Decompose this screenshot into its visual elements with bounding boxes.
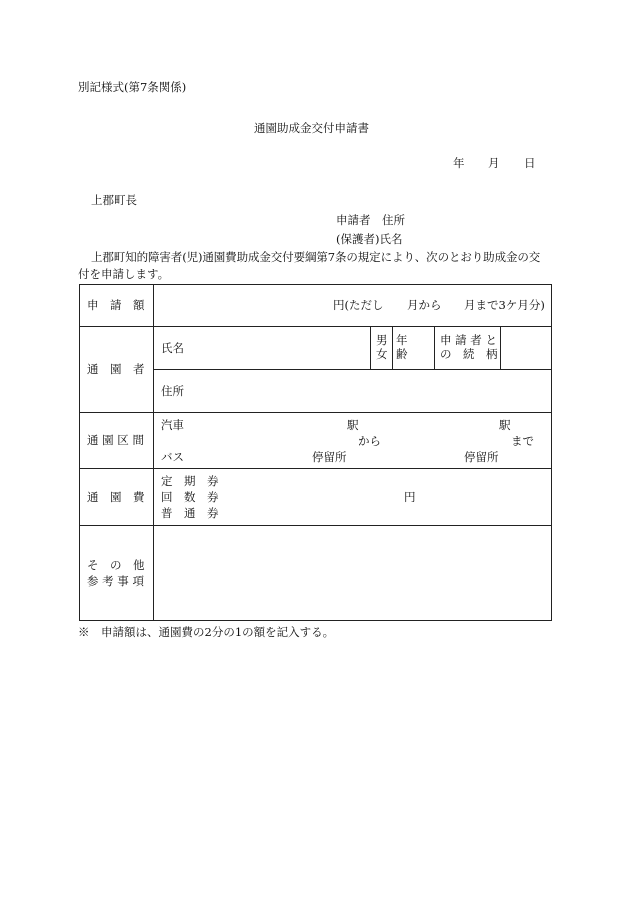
- route-train: 汽車: [161, 418, 184, 432]
- fee-yen: 円: [404, 490, 416, 504]
- applicant-address-label: 申請者 住所: [336, 213, 405, 227]
- date-day: 日: [524, 156, 536, 170]
- sex-male: 男: [376, 333, 388, 347]
- body-text-line1: 上郡町知的障害者(児)通園費助成金交付要綱第7条の規定により、次のとおり助成金の交: [91, 250, 541, 264]
- fee-commuter-pass: 定 期 券: [161, 474, 219, 488]
- route-to: まで: [511, 434, 534, 448]
- footnote: ※ 申請額は、通園費の2分の1の額を記入する。: [78, 625, 335, 639]
- age-label-1: 年: [396, 333, 408, 347]
- commuter-address-label: 住所: [161, 384, 184, 398]
- recipient: 上郡町長: [91, 193, 137, 207]
- route-bus: バス: [161, 450, 184, 464]
- sex-female: 女: [376, 347, 388, 361]
- form-title: 通園助成金交付申請書: [254, 121, 369, 135]
- age-label-2: 齢: [396, 347, 408, 361]
- route-from: から: [358, 434, 381, 448]
- commuter-name-label: 氏名: [161, 341, 184, 355]
- date-month: 月: [488, 156, 500, 170]
- route-label: 通 園 区 間: [87, 433, 144, 447]
- fee-label: 通 園 費: [87, 490, 145, 504]
- form-reference: 別記様式(第7条関係): [78, 80, 187, 94]
- applicant-name-label: (保護者)氏名: [336, 232, 403, 246]
- relation-label-2: の 続 柄: [440, 347, 498, 361]
- amount-yen: 円(ただし: [333, 298, 384, 312]
- route-station-from: 駅: [347, 418, 359, 432]
- amount-to-month: 月まで3ケ月分): [464, 298, 545, 312]
- relation-label-1: 申 請 者 と: [440, 333, 497, 347]
- amount-from-month: 月から: [407, 298, 442, 312]
- other-label-2: 参 考 事 項: [87, 574, 144, 588]
- commuter-label: 通 園 者: [87, 362, 145, 376]
- amount-label: 申 請 額: [87, 298, 145, 312]
- fee-coupon-ticket: 回 数 券: [161, 490, 219, 504]
- route-stop-to: 停留所: [464, 450, 499, 464]
- other-label-1: そ の 他: [87, 558, 145, 572]
- date-year: 年: [453, 156, 465, 170]
- route-station-to: 駅: [499, 418, 511, 432]
- fee-regular-ticket: 普 通 券: [161, 506, 219, 520]
- route-stop-from: 停留所: [312, 450, 347, 464]
- body-text-line2: 付を申請します。: [78, 267, 170, 281]
